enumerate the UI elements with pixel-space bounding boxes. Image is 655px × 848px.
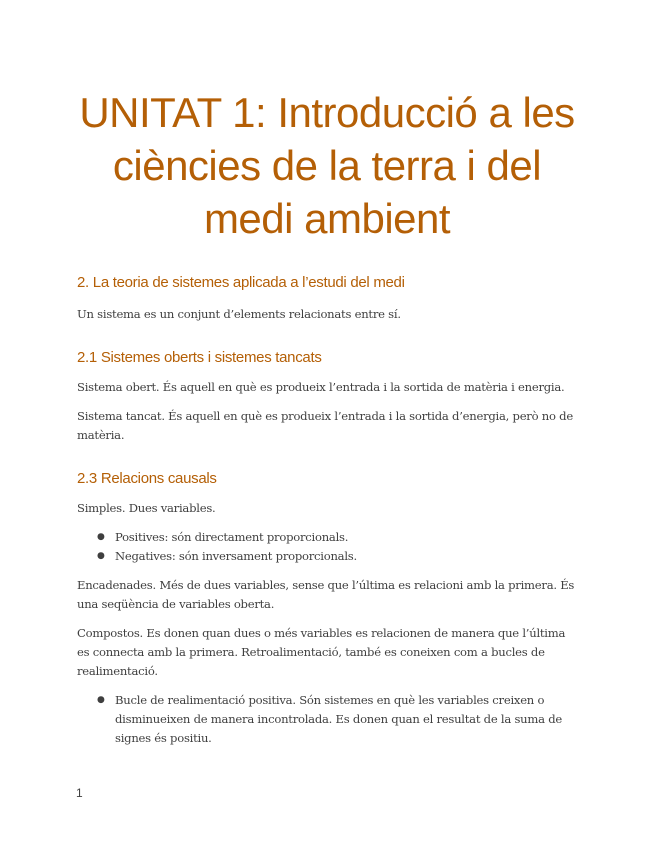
simple-relations-list — [77, 528, 577, 566]
list-item — [77, 691, 577, 748]
list-item-text: Positives: són directament proporcionals. — [115, 530, 349, 544]
section-2-1-heading: 2.1 Sistemes oberts i sistemes tancats — [77, 349, 322, 366]
list-item-text: Bucle de realimentació positiva. Són sistemes en què les variables creixen o disminueixen de manera incontrolada. Es donen quan el resultat de la suma de signes és positiu. — [115, 693, 562, 745]
bullet-icon: ● — [97, 532, 105, 542]
compound-relations-paragraph: Compostos. Es donen quan dues o més variables es relacionen de manera que l’última es connecta amb la primera. Retroalimentació, també es coneixen com a bucles de realimentació. — [77, 626, 566, 678]
simple-relations-paragraph: Simples. Dues variables. — [77, 501, 216, 515]
list-item — [77, 547, 577, 566]
list-item — [77, 528, 577, 547]
open-system-paragraph: Sistema obert. És aquell en què es produeix l’entrada i la sortida de matèria i energia. — [77, 380, 565, 394]
section-2-heading: 2. La teoria de sistemes aplicada a l’estudi del medi — [77, 274, 405, 291]
bullet-icon: ● — [97, 551, 105, 561]
document-title: UNITAT 1: Introducció a les ciències de la terra i del medi ambient — [79, 89, 575, 242]
chained-relations-paragraph: Encadenades. Més de dues variables, sense que l’última es relacioni amb la primera. És una seqüència de variables oberta. — [77, 578, 575, 611]
bullet-icon: ● — [97, 695, 105, 705]
closed-system-paragraph: Sistema tancat. És aquell en què es produeix l’entrada i la sortida d’energia, però no de matèria. — [77, 409, 573, 442]
page-number: 1 — [76, 786, 83, 800]
section-2-intro: Un sistema es un conjunt d’elements relacionats entre sí. — [77, 307, 401, 321]
compound-relations-list — [77, 691, 577, 748]
list-item-text: Negatives: són inversament proporcionals. — [115, 549, 357, 563]
section-2-3-heading: 2.3 Relacions causals — [77, 470, 217, 487]
